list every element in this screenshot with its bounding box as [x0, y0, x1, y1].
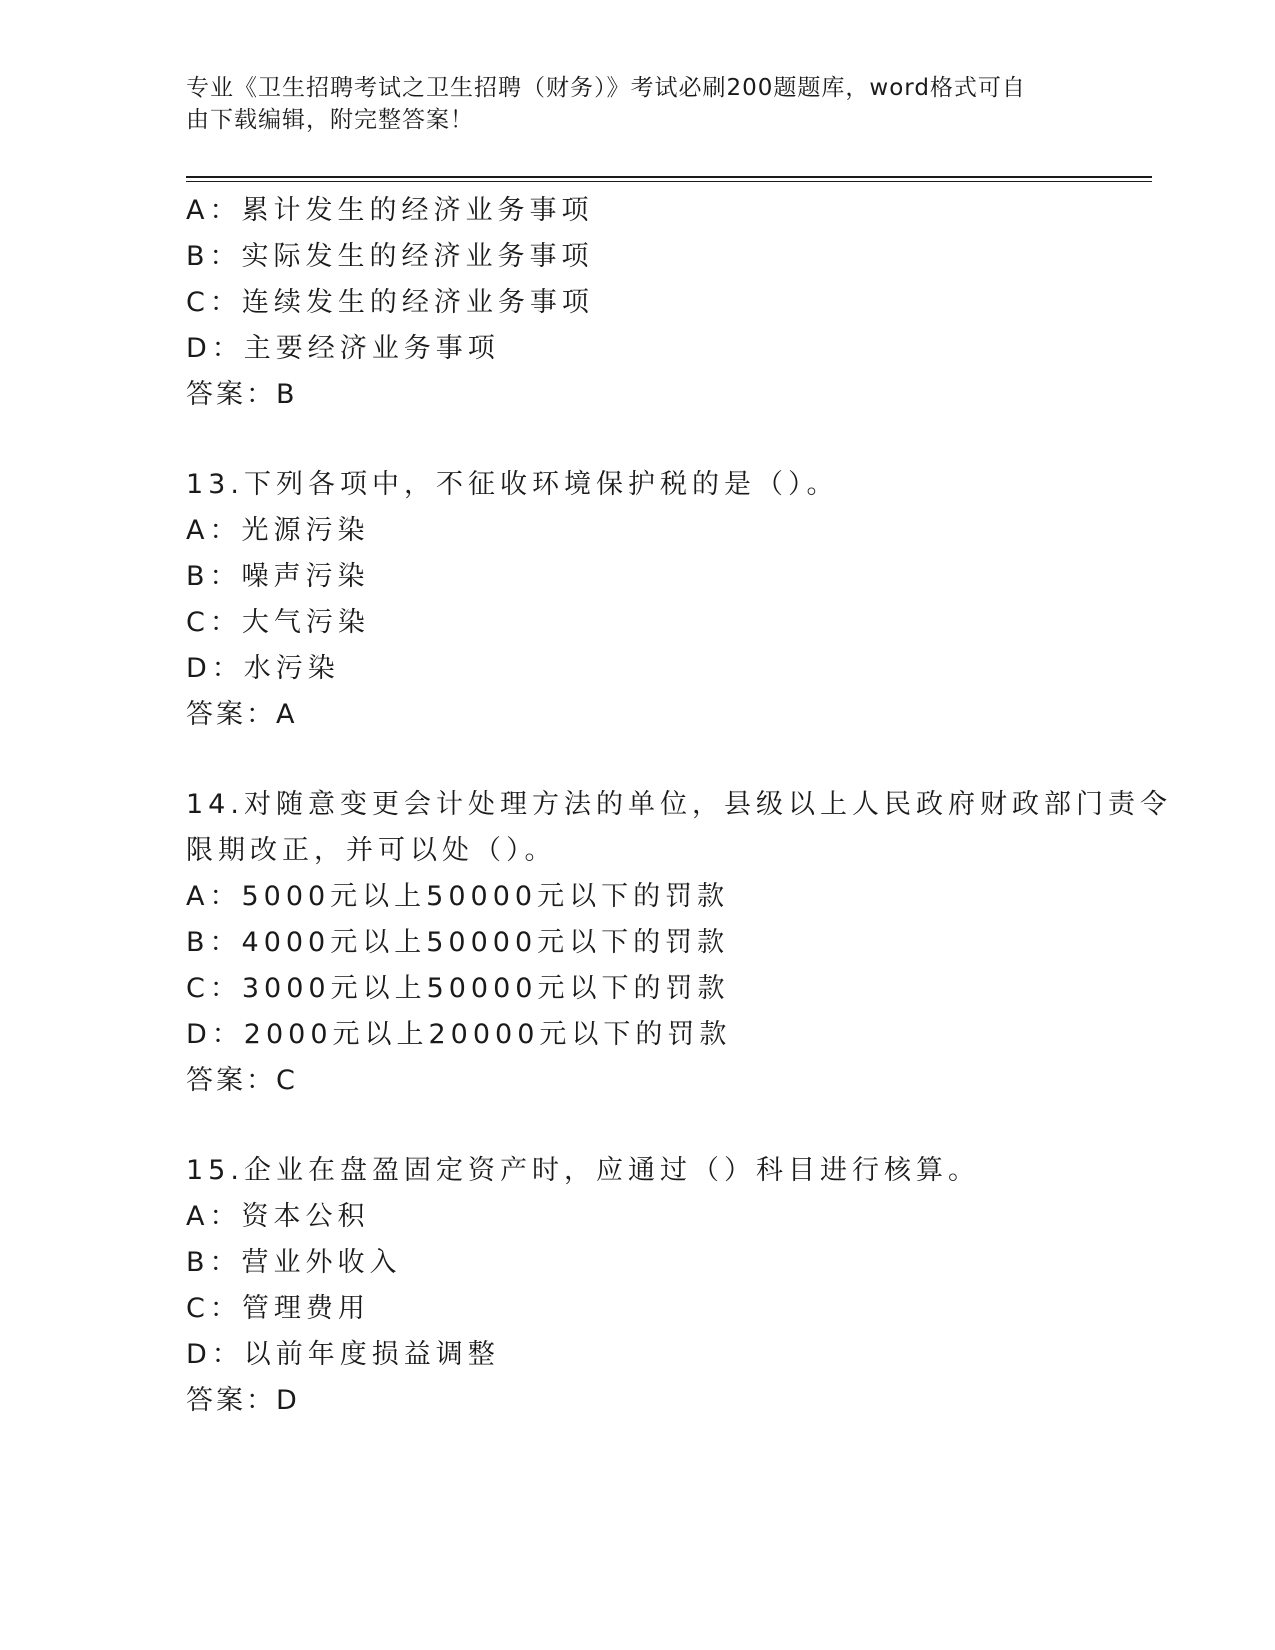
answer: 答案：D [186, 1385, 300, 1416]
option-b: B：营业外收入 [186, 1247, 402, 1278]
question-text-line-1: 14.对随意变更会计处理方法的单位，县级以上人民政府财政部门责令 [186, 789, 1172, 820]
answer: 答案：A [186, 699, 298, 730]
header-line-2: 由下载编辑，附完整答案！ [186, 107, 474, 133]
header-divider [186, 176, 1152, 182]
spacer [186, 418, 1146, 462]
answer: 答案：C [186, 1065, 298, 1096]
option-c: C：3000元以上50000元以下的罚款 [186, 973, 730, 1004]
option-a: A：资本公积 [186, 1201, 370, 1232]
question-14 [186, 782, 1172, 1104]
option-d: D：主要经济业务事项 [186, 333, 500, 364]
option-b: B：4000元以上50000元以下的罚款 [186, 927, 730, 958]
question-text: 15.企业在盘盈固定资产时，应通过（）科目进行核算。 [186, 1155, 980, 1186]
question-text-line-2: 限期改正，并可以处（）。 [186, 835, 557, 866]
option-a: A：5000元以上50000元以下的罚款 [186, 881, 730, 912]
question-13 [186, 462, 1146, 738]
option-d: D：以前年度损益调整 [186, 1339, 500, 1370]
option-b: B：实际发生的经济业务事项 [186, 241, 594, 272]
option-a: A：累计发生的经济业务事项 [186, 195, 594, 226]
header-line-1: 专业《卫生招聘考试之卫生招聘（财务）》考试必刷200题题库，word格式可自 [186, 75, 1026, 101]
spacer [186, 738, 1146, 782]
question-15 [186, 1148, 1146, 1424]
option-b: B：噪声污染 [186, 561, 370, 592]
answer: 答案：B [186, 379, 298, 410]
document-header [186, 72, 1066, 136]
option-c: C：连续发生的经济业务事项 [186, 287, 594, 318]
option-d: D：2000元以上20000元以下的罚款 [186, 1019, 732, 1050]
option-c: C：管理费用 [186, 1293, 370, 1324]
option-a: A：光源污染 [186, 515, 370, 546]
question-text: 13.下列各项中，不征收环境保护税的是（）。 [186, 469, 839, 500]
option-d: D：水污染 [186, 653, 340, 684]
question-12 [186, 188, 1146, 418]
option-c: C：大气污染 [186, 607, 370, 638]
spacer [186, 1104, 1146, 1148]
question-list [186, 188, 1172, 1424]
